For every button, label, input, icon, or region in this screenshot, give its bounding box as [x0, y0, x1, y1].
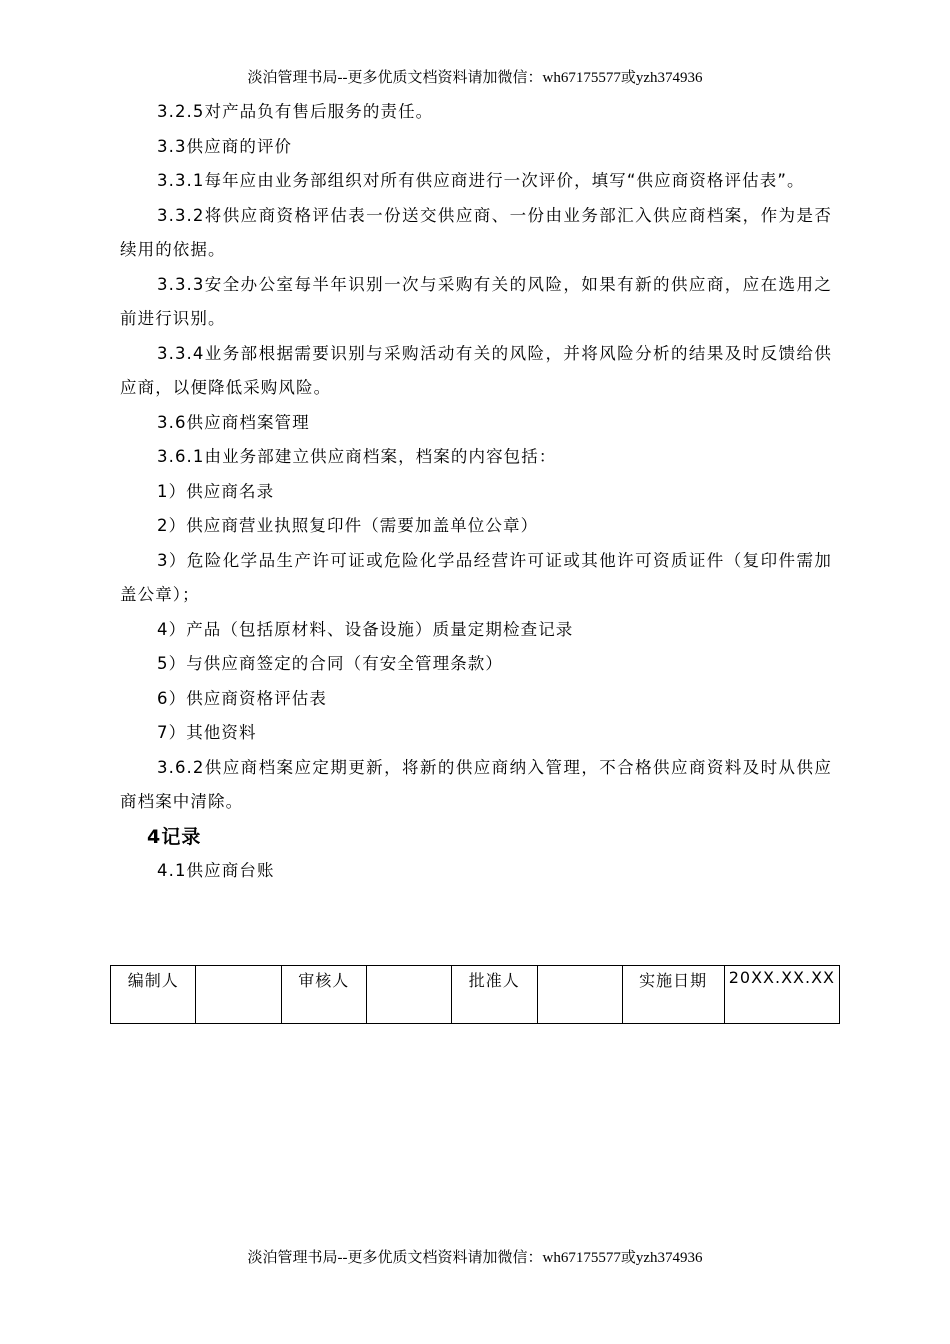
section-4-heading: 4记录: [147, 825, 202, 848]
list-item: 1）供应商名录: [157, 481, 275, 501]
clause-3-3-4: 3.3.4业务部根据需要识别与采购活动有关的风险，并将风险分析的结果及时反馈给供应商，以便降低采购风险。: [120, 343, 832, 397]
list-item: 2）供应商营业执照复印件（需要加盖单位公章）: [157, 516, 539, 535]
page-footer: 淡泊管理书局--更多优质文档资料请加微信：wh67175577或yzh374936: [247, 1250, 703, 1266]
clause-3-6-2: 3.6.2供应商档案应定期更新，将新的供应商纳入管理，不合格供应商资料及时从供应商档案中清除。: [120, 757, 832, 811]
list-item: 6）供应商资格评估表: [157, 688, 327, 708]
clause-3-2-5: 3.2.5对产品负有售后服务的责任。: [157, 102, 434, 121]
list-item: 7）其他资料: [157, 723, 257, 742]
section-3-3-title: 3.3供应商的评价: [157, 136, 293, 156]
approver-label: 批准人: [452, 966, 537, 1024]
clause-4-1: 4.1供应商台账: [157, 861, 275, 880]
approver-value: [537, 966, 622, 1024]
date-value: 20XX.XX.XX: [724, 966, 839, 1024]
section-3-6-title: 3.6供应商档案管理: [157, 412, 310, 432]
list-item: 5）与供应商签定的合同（有安全管理条款）: [157, 654, 503, 673]
clause-3-3-3: 3.3.3安全办公室每半年识别一次与采购有关的风险，如果有新的供应商，应在选用之前进行识别。: [120, 274, 832, 328]
date-label: 实施日期: [622, 966, 724, 1024]
list-item: 4）产品（包括原材料、设备设施）质量定期检查记录: [157, 619, 574, 639]
document-body: [120, 95, 832, 889]
table-row: [111, 966, 840, 1024]
page-header: 淡泊管理书局--更多优质文档资料请加微信：wh67175577或yzh374936: [247, 70, 703, 86]
clause-3-3-2: 3.3.2将供应商资格评估表一份送交供应商、一份由业务部汇入供应商档案，作为是否续用的依据。: [120, 205, 832, 259]
compiler-value: [196, 966, 281, 1024]
reviewer-value: [367, 966, 452, 1024]
signature-table: [110, 965, 840, 1024]
clause-3-6-1: 3.6.1由业务部建立供应商档案，档案的内容包括：: [157, 447, 557, 466]
reviewer-label: 审核人: [281, 966, 366, 1024]
clause-3-3-1: 3.3.1每年应由业务部组织对所有供应商进行一次评价，填写“供应商资格评估表”。: [157, 171, 805, 190]
list-item: 3）危险化学品生产许可证或危险化学品经营许可证或其他许可资质证件（复印件需加盖公章）；: [120, 550, 832, 604]
compiler-label: 编制人: [111, 966, 196, 1024]
